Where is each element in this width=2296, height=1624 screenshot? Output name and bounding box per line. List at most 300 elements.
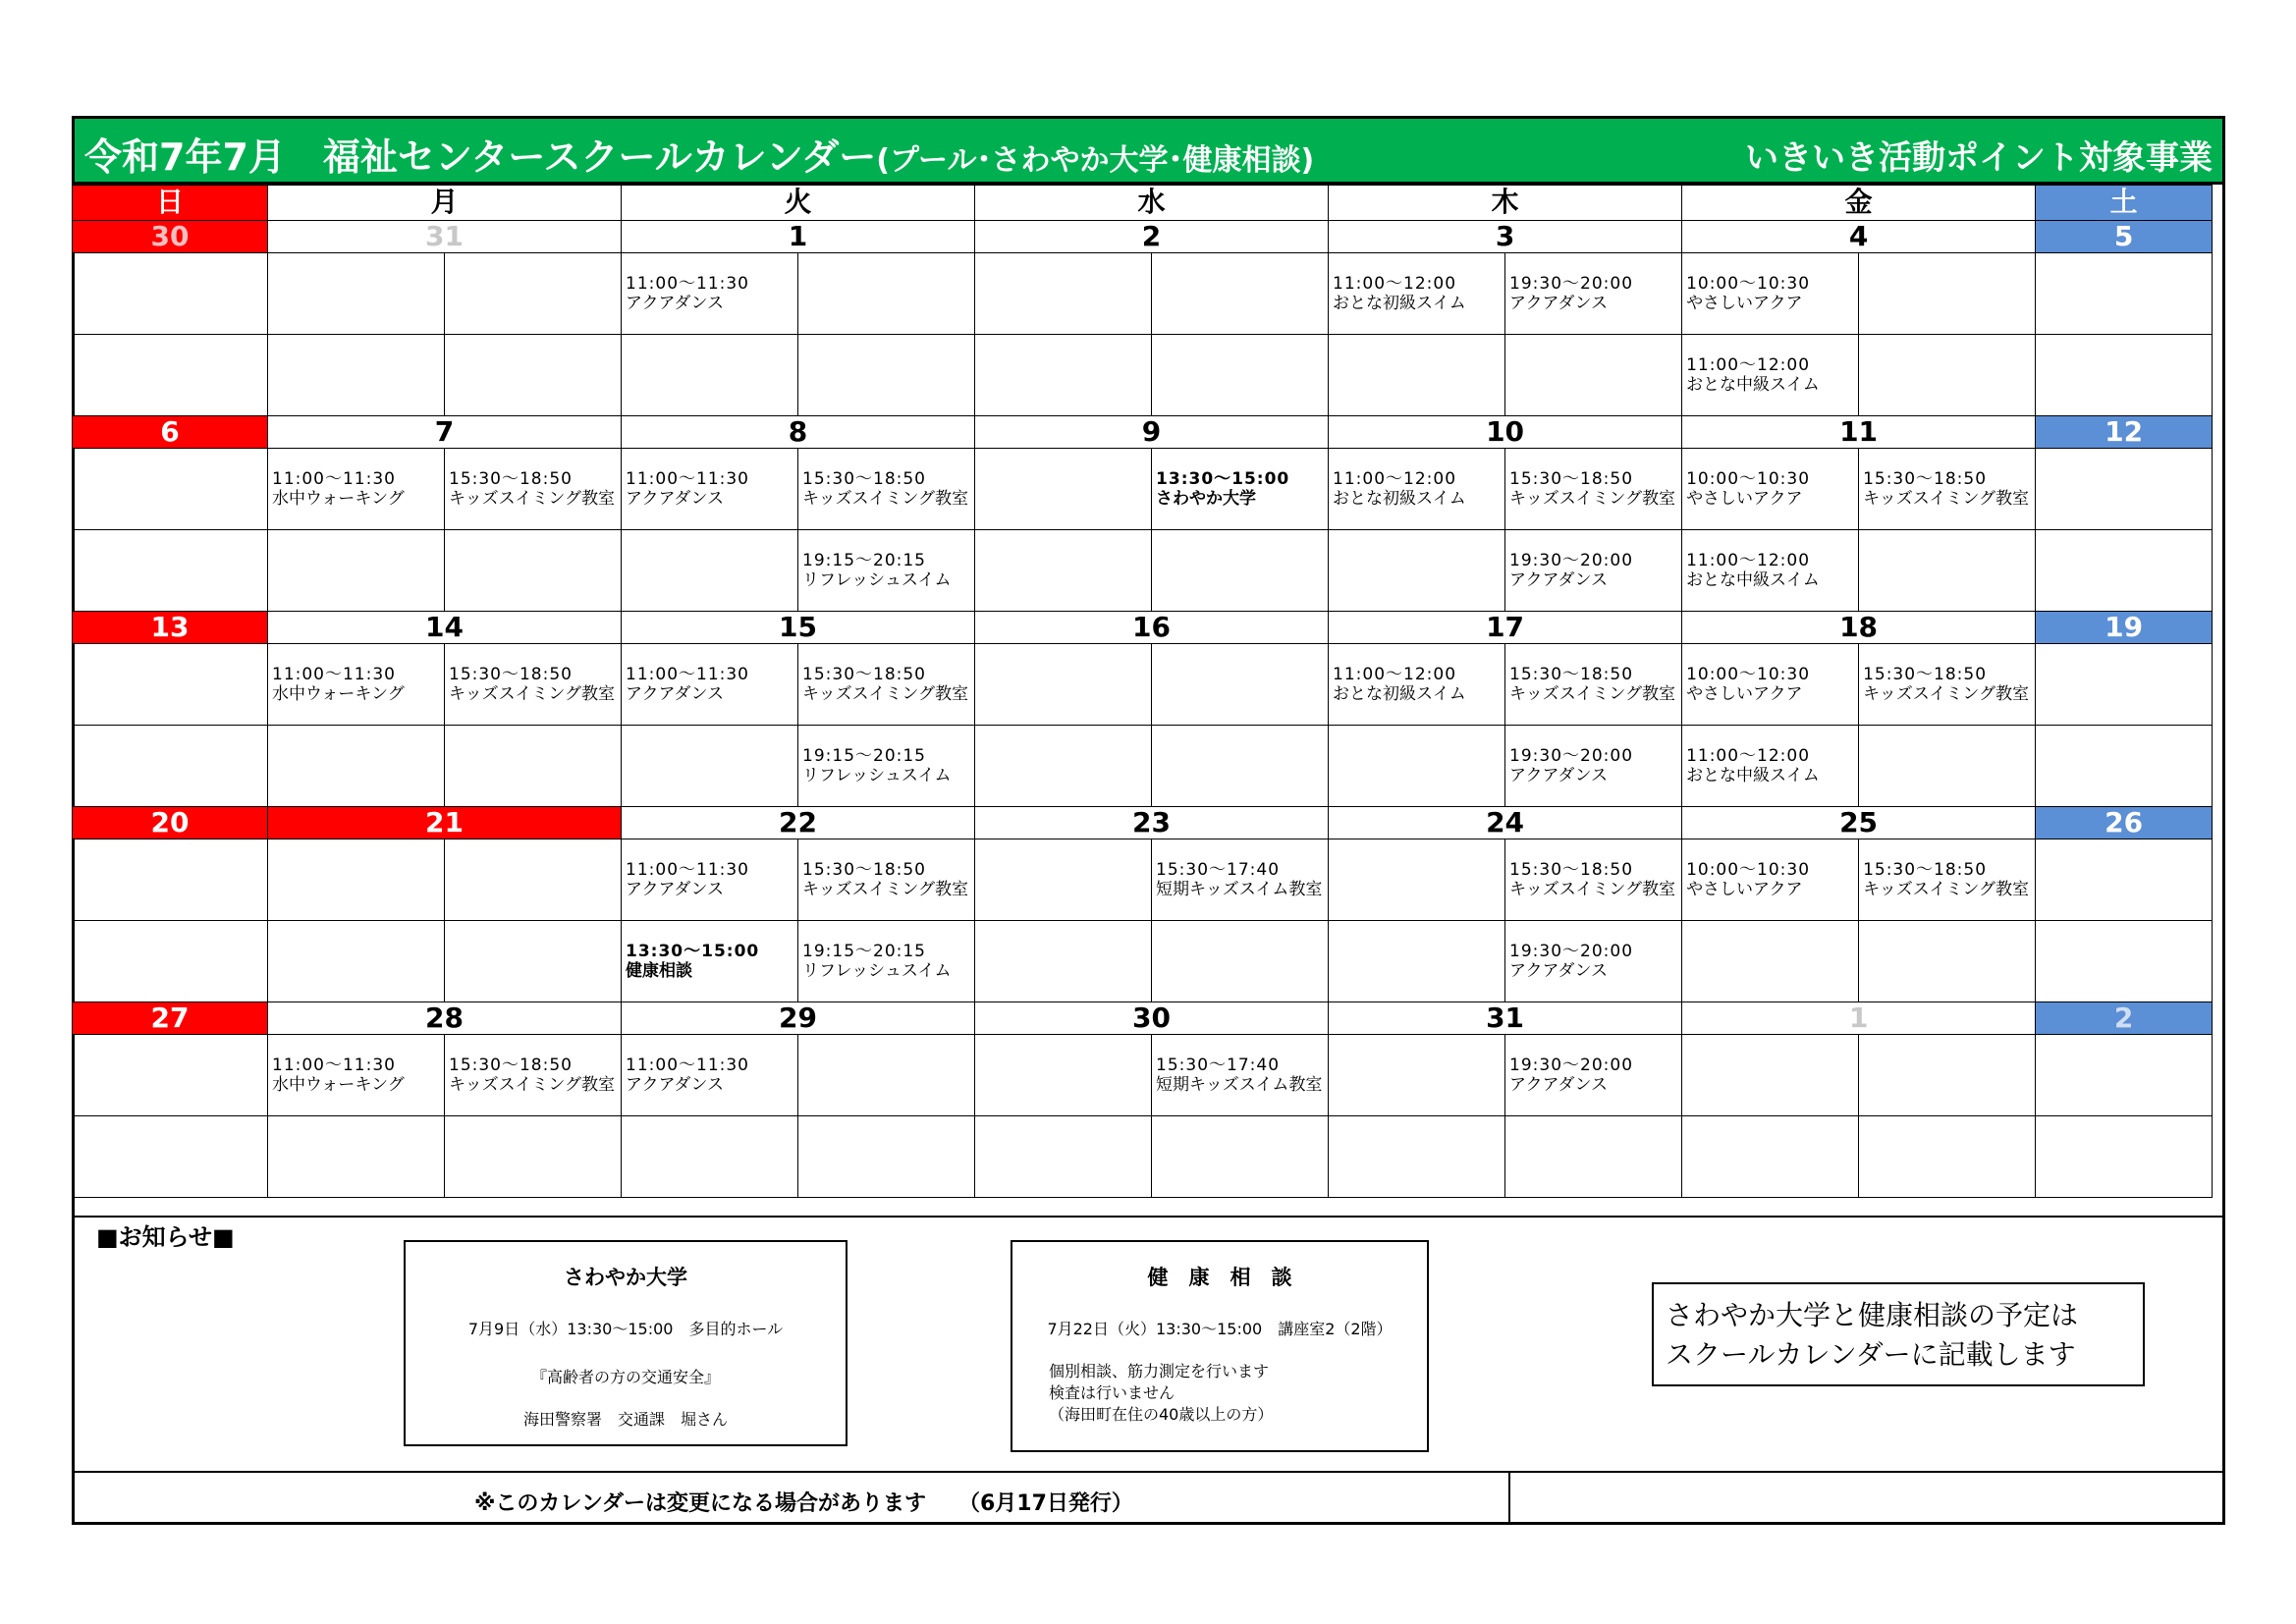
slot-cell bbox=[622, 449, 798, 530]
slot-row bbox=[73, 921, 2296, 1002]
notice-line: さわやか大学と健康相談の予定は bbox=[1666, 1299, 2079, 1331]
weekday-fri: 金 bbox=[1682, 186, 2036, 221]
class-entry bbox=[272, 1056, 444, 1095]
slot-cell bbox=[1859, 253, 2036, 335]
slot-cell bbox=[1152, 839, 1329, 921]
notice-line: （海田町在住の40歳以上の方） bbox=[1049, 1405, 1274, 1424]
class-time: 11:00～11:30 bbox=[272, 1056, 396, 1075]
slot-cell bbox=[73, 253, 268, 335]
footer-divider bbox=[1508, 1473, 1510, 1525]
weekday-sun: 日 bbox=[73, 186, 268, 221]
class-name: 水中ウォーキング bbox=[272, 489, 405, 509]
class-entry bbox=[1863, 665, 2035, 704]
slot-cell bbox=[1152, 530, 1329, 612]
class-entry bbox=[626, 665, 797, 704]
class-entry bbox=[626, 860, 797, 899]
slot-cell bbox=[1329, 530, 1505, 612]
class-name: キッズスイミング教室 bbox=[449, 1075, 615, 1095]
slot-cell bbox=[975, 839, 1152, 921]
class-time: 11:00～12:00 bbox=[1333, 469, 1457, 489]
weekday-thu: 木 bbox=[1329, 186, 1682, 221]
class-time: 11:00～11:30 bbox=[626, 469, 749, 489]
slot-cell bbox=[1682, 253, 1859, 335]
class-time: 15:30～18:50 bbox=[802, 665, 926, 684]
slot-row bbox=[73, 253, 2296, 335]
date-cell: 31 bbox=[1329, 1002, 1682, 1035]
slot-cell bbox=[73, 335, 268, 416]
date-cell: 29 bbox=[622, 1002, 975, 1035]
class-entry bbox=[1686, 469, 1858, 509]
date-cell: 1 bbox=[1682, 1002, 2036, 1035]
class-name: アクアダンス bbox=[1509, 961, 1609, 981]
notice-line: スクールカレンダーに記載します bbox=[1666, 1338, 2076, 1371]
date-cell: 31 bbox=[268, 221, 622, 253]
slot-cell bbox=[1859, 335, 2036, 416]
notice-line: 7月9日（水）13:30～15:00 多目的ホール bbox=[467, 1320, 784, 1338]
slot-cell bbox=[798, 1116, 975, 1198]
class-entry bbox=[1333, 469, 1504, 509]
date-cell: 20 bbox=[73, 807, 268, 839]
class-name: 短期キッズスイム教室 bbox=[1156, 1075, 1323, 1095]
date-row bbox=[73, 221, 2296, 253]
class-entry bbox=[802, 665, 974, 704]
slot-cell bbox=[445, 530, 622, 612]
slot-cell bbox=[2036, 921, 2213, 1002]
class-entry bbox=[1686, 551, 1858, 590]
class-entry bbox=[802, 551, 974, 590]
slot-cell bbox=[1682, 839, 1859, 921]
notice-title: さわやか大学 bbox=[564, 1266, 687, 1289]
slot-cell bbox=[798, 530, 975, 612]
class-entry bbox=[1509, 469, 1681, 509]
class-name: さわやか大学 bbox=[1156, 489, 1257, 509]
class-time: 11:00～11:30 bbox=[626, 860, 749, 880]
class-time: 15:30～18:50 bbox=[449, 469, 573, 489]
class-name: キッズスイミング教室 bbox=[1509, 489, 1676, 509]
slot-cell bbox=[268, 644, 445, 726]
notice-line: 『高齢者の方の交通安全』 bbox=[530, 1368, 720, 1386]
class-name: やさしいアクア bbox=[1686, 294, 1803, 313]
class-time: 15:30～18:50 bbox=[802, 469, 926, 489]
class-name: 短期キッズスイム教室 bbox=[1156, 880, 1323, 899]
date-cell: 5 bbox=[2036, 221, 2213, 253]
slot-cell bbox=[622, 335, 798, 416]
slot-cell bbox=[1505, 530, 1682, 612]
class-name: やさしいアクア bbox=[1686, 489, 1803, 509]
class-entry bbox=[1509, 860, 1681, 899]
class-name: アクアダンス bbox=[1509, 294, 1609, 313]
slot-cell bbox=[1329, 253, 1505, 335]
slot-cell bbox=[445, 726, 622, 807]
slot-cell bbox=[975, 335, 1152, 416]
class-time: 19:15～20:15 bbox=[802, 746, 926, 766]
date-cell: 26 bbox=[2036, 807, 2213, 839]
class-time: 11:00～12:00 bbox=[1333, 274, 1457, 294]
date-cell: 24 bbox=[1329, 807, 1682, 839]
slot-cell bbox=[2036, 726, 2213, 807]
slot-cell bbox=[2036, 1116, 2213, 1198]
slot-cell bbox=[1682, 449, 1859, 530]
class-time: 11:00～12:00 bbox=[1686, 746, 1811, 766]
slot-cell bbox=[1152, 726, 1329, 807]
slot-cell bbox=[622, 253, 798, 335]
slot-cell bbox=[445, 1116, 622, 1198]
slot-cell bbox=[798, 921, 975, 1002]
class-name: アクアダンス bbox=[626, 294, 724, 313]
slot-cell bbox=[798, 335, 975, 416]
class-time: 15:30～18:50 bbox=[1863, 469, 1988, 489]
class-time: 10:00～10:30 bbox=[1686, 274, 1811, 294]
class-time: 11:00～11:30 bbox=[626, 665, 749, 684]
class-name: アクアダンス bbox=[626, 684, 724, 704]
date-cell: 2 bbox=[2036, 1002, 2213, 1035]
class-entry bbox=[1686, 860, 1858, 899]
notice-title: 健 康 相 談 bbox=[1147, 1266, 1292, 1289]
class-time: 15:30～18:50 bbox=[1863, 665, 1988, 684]
slot-row bbox=[73, 644, 2296, 726]
slot-cell bbox=[1682, 335, 1859, 416]
date-cell: 19 bbox=[2036, 612, 2213, 644]
class-time: 19:30～20:00 bbox=[1509, 551, 1634, 570]
class-entry bbox=[1863, 860, 2035, 899]
slot-cell bbox=[445, 644, 622, 726]
slot-cell bbox=[1152, 449, 1329, 530]
date-cell: 27 bbox=[73, 1002, 268, 1035]
class-entry bbox=[802, 942, 974, 981]
date-cell: 10 bbox=[1329, 416, 1682, 449]
slot-cell bbox=[2036, 1035, 2213, 1116]
slot-cell bbox=[1682, 921, 1859, 1002]
page-title: 令和7年7月 福祉センタースクールカレンダー bbox=[84, 135, 877, 179]
slot-cell bbox=[1682, 1035, 1859, 1116]
class-entry bbox=[449, 665, 621, 704]
slot-cell bbox=[1329, 1116, 1505, 1198]
class-name: アクアダンス bbox=[1509, 570, 1609, 590]
class-name: リフレッシュスイム bbox=[802, 570, 952, 590]
slot-cell bbox=[975, 1035, 1152, 1116]
class-name: キッズスイミング教室 bbox=[1863, 489, 2030, 509]
slot-cell bbox=[1329, 726, 1505, 807]
slot-cell bbox=[73, 644, 268, 726]
date-cell: 4 bbox=[1682, 221, 2036, 253]
class-name: アクアダンス bbox=[626, 489, 724, 509]
date-cell: 23 bbox=[975, 807, 1329, 839]
date-cell: 6 bbox=[73, 416, 268, 449]
notice-line: 検査は行いません bbox=[1049, 1383, 1175, 1402]
slot-cell bbox=[1505, 644, 1682, 726]
class-name: おとな中級スイム bbox=[1686, 766, 1820, 785]
slot-cell bbox=[1682, 530, 1859, 612]
date-cell: 2 bbox=[975, 221, 1329, 253]
slot-cell bbox=[1329, 1035, 1505, 1116]
slot-cell bbox=[975, 530, 1152, 612]
date-cell: 16 bbox=[975, 612, 1329, 644]
slot-cell bbox=[1329, 335, 1505, 416]
class-name: おとな中級スイム bbox=[1686, 375, 1820, 395]
slot-cell bbox=[1859, 1035, 2036, 1116]
date-cell: 22 bbox=[622, 807, 975, 839]
footer-note: ※このカレンダーは変更になる場合があります （6月17日発行） bbox=[474, 1491, 1133, 1516]
class-name: キッズスイミング教室 bbox=[449, 489, 615, 509]
class-entry bbox=[449, 469, 621, 509]
class-name: アクアダンス bbox=[1509, 1075, 1609, 1095]
class-entry bbox=[1509, 942, 1681, 981]
date-cell: 8 bbox=[622, 416, 975, 449]
slot-cell bbox=[1859, 839, 2036, 921]
weekday-sat: 土 bbox=[2036, 186, 2213, 221]
class-entry bbox=[1686, 746, 1858, 785]
slot-row bbox=[73, 335, 2296, 416]
slot-row bbox=[73, 530, 2296, 612]
class-name: リフレッシュスイム bbox=[802, 961, 952, 981]
title-bar bbox=[72, 116, 2225, 185]
slot-cell bbox=[1505, 726, 1682, 807]
class-time: 15:30～18:50 bbox=[802, 860, 926, 880]
class-time: 11:00～11:30 bbox=[626, 1056, 749, 1075]
notice-health-consultation bbox=[1011, 1240, 1429, 1452]
class-time: 15:30～18:50 bbox=[449, 1056, 573, 1075]
slot-cell bbox=[798, 449, 975, 530]
class-time: 15:30～18:50 bbox=[1509, 860, 1634, 880]
slot-cell bbox=[73, 1116, 268, 1198]
class-entry bbox=[1333, 665, 1504, 704]
slot-cell bbox=[798, 839, 975, 921]
class-name: キッズスイミング教室 bbox=[449, 684, 615, 704]
class-time: 11:00～12:00 bbox=[1333, 665, 1457, 684]
slot-cell bbox=[2036, 253, 2213, 335]
class-time: 19:30～20:00 bbox=[1509, 1056, 1634, 1075]
slot-cell bbox=[1682, 1116, 1859, 1198]
weekday-wed: 水 bbox=[975, 186, 1329, 221]
class-name: 水中ウォーキング bbox=[272, 1075, 405, 1095]
class-entry bbox=[1509, 274, 1681, 313]
slot-cell bbox=[1505, 1116, 1682, 1198]
slot-cell bbox=[1152, 1035, 1329, 1116]
class-entry bbox=[1863, 469, 2035, 509]
slot-cell bbox=[268, 726, 445, 807]
slot-cell bbox=[1682, 726, 1859, 807]
slot-row bbox=[73, 1116, 2296, 1198]
slot-cell bbox=[268, 530, 445, 612]
slot-cell bbox=[1859, 644, 2036, 726]
slot-row bbox=[73, 449, 2296, 530]
class-time: 19:30～20:00 bbox=[1509, 942, 1634, 961]
date-row bbox=[73, 807, 2296, 839]
slot-cell bbox=[1859, 530, 2036, 612]
slot-cell bbox=[1329, 644, 1505, 726]
notice-sawayaka-university bbox=[404, 1240, 847, 1446]
slot-cell bbox=[622, 644, 798, 726]
slot-cell bbox=[1329, 921, 1505, 1002]
notice-line: 7月22日（火）13:30～15:00 講座室2（2階） bbox=[1047, 1320, 1393, 1338]
slot-cell bbox=[1505, 921, 1682, 1002]
slot-cell bbox=[1152, 253, 1329, 335]
class-entry bbox=[449, 1056, 621, 1095]
slot-cell bbox=[622, 839, 798, 921]
slot-cell bbox=[1682, 644, 1859, 726]
slot-cell bbox=[2036, 530, 2213, 612]
class-name: 健康相談 bbox=[626, 961, 693, 981]
class-name: おとな初級スイム bbox=[1333, 294, 1466, 313]
slot-cell bbox=[798, 1035, 975, 1116]
slot-cell bbox=[1505, 253, 1682, 335]
class-name: キッズスイミング教室 bbox=[1863, 684, 2030, 704]
slot-cell bbox=[798, 726, 975, 807]
slot-cell bbox=[1859, 921, 2036, 1002]
notice-line: 個別相談、筋力測定を行います bbox=[1049, 1362, 1270, 1380]
class-entry bbox=[626, 942, 797, 981]
class-name: おとな初級スイム bbox=[1333, 684, 1466, 704]
class-time: 19:15～20:15 bbox=[802, 942, 926, 961]
class-time: 11:00～11:30 bbox=[272, 469, 396, 489]
date-row bbox=[73, 1002, 2296, 1035]
class-time: 15:30～18:50 bbox=[1863, 860, 1988, 880]
date-row bbox=[73, 612, 2296, 644]
class-time: 15:30～17:40 bbox=[1156, 1056, 1281, 1075]
weekday-header-row bbox=[73, 186, 2296, 221]
class-time: 11:00～11:30 bbox=[272, 665, 396, 684]
slot-cell bbox=[1505, 449, 1682, 530]
class-name: キッズスイミング教室 bbox=[802, 489, 968, 509]
slot-cell bbox=[2036, 644, 2213, 726]
class-name: キッズスイミング教室 bbox=[1509, 684, 1676, 704]
class-entry bbox=[1509, 551, 1681, 590]
notice-heading: ■お知らせ■ bbox=[96, 1223, 235, 1251]
slot-cell bbox=[73, 449, 268, 530]
class-name: やさしいアクア bbox=[1686, 880, 1803, 899]
slot-row bbox=[73, 1035, 2296, 1116]
slot-cell bbox=[73, 921, 268, 1002]
date-cell: 30 bbox=[73, 221, 268, 253]
class-time: 19:30～20:00 bbox=[1509, 274, 1634, 294]
slot-cell bbox=[622, 1035, 798, 1116]
class-entry bbox=[1509, 746, 1681, 785]
class-name: キッズスイミング教室 bbox=[802, 684, 968, 704]
date-cell: 18 bbox=[1682, 612, 2036, 644]
date-cell: 15 bbox=[622, 612, 975, 644]
class-entry bbox=[1156, 1056, 1328, 1095]
class-entry bbox=[272, 665, 444, 704]
date-row bbox=[73, 416, 2296, 449]
slot-cell bbox=[622, 726, 798, 807]
weekday-mon: 月 bbox=[268, 186, 622, 221]
class-time: 10:00～10:30 bbox=[1686, 665, 1811, 684]
slot-cell bbox=[2036, 839, 2213, 921]
slot-cell bbox=[445, 921, 622, 1002]
class-entry bbox=[1686, 665, 1858, 704]
class-name: 水中ウォーキング bbox=[272, 684, 405, 704]
class-time: 15:30～17:40 bbox=[1156, 860, 1281, 880]
class-name: リフレッシュスイム bbox=[802, 766, 952, 785]
class-name: キッズスイミング教室 bbox=[802, 880, 968, 899]
slot-cell bbox=[73, 839, 268, 921]
slot-cell bbox=[975, 1116, 1152, 1198]
slot-cell bbox=[268, 253, 445, 335]
date-cell: 21 bbox=[268, 807, 622, 839]
date-cell: 25 bbox=[1682, 807, 2036, 839]
slot-cell bbox=[975, 921, 1152, 1002]
page-subtitle: (プール･さわやか大学･健康相談) bbox=[876, 143, 1315, 178]
class-name: アクアダンス bbox=[1509, 766, 1609, 785]
slot-cell bbox=[622, 530, 798, 612]
slot-cell bbox=[445, 253, 622, 335]
slot-cell bbox=[268, 449, 445, 530]
slot-cell bbox=[798, 253, 975, 335]
slot-cell bbox=[445, 1035, 622, 1116]
class-time: 11:00～12:00 bbox=[1686, 355, 1811, 375]
class-name: アクアダンス bbox=[626, 1075, 724, 1095]
class-name: キッズスイミング教室 bbox=[1863, 880, 2030, 899]
slot-cell bbox=[1152, 335, 1329, 416]
slot-cell bbox=[445, 335, 622, 416]
slot-cell bbox=[1859, 1116, 2036, 1198]
class-entry bbox=[272, 469, 444, 509]
class-entry bbox=[802, 469, 974, 509]
slot-row bbox=[73, 839, 2296, 921]
calendar-table bbox=[72, 185, 2296, 1198]
slot-cell bbox=[268, 335, 445, 416]
slot-cell bbox=[975, 449, 1152, 530]
slot-cell bbox=[1859, 449, 2036, 530]
slot-cell bbox=[73, 1035, 268, 1116]
slot-cell bbox=[268, 1116, 445, 1198]
slot-cell bbox=[622, 921, 798, 1002]
class-time: 10:00～10:30 bbox=[1686, 860, 1811, 880]
section-divider bbox=[72, 1216, 2225, 1218]
slot-cell bbox=[975, 726, 1152, 807]
slot-cell bbox=[2036, 335, 2213, 416]
slot-cell bbox=[73, 726, 268, 807]
date-cell: 30 bbox=[975, 1002, 1329, 1035]
date-cell: 17 bbox=[1329, 612, 1682, 644]
slot-cell bbox=[975, 644, 1152, 726]
class-entry bbox=[1686, 274, 1858, 313]
class-name: アクアダンス bbox=[626, 880, 724, 899]
class-time: 13:30～15:00 bbox=[1156, 469, 1290, 489]
slot-cell bbox=[1329, 839, 1505, 921]
class-entry bbox=[802, 746, 974, 785]
date-cell: 12 bbox=[2036, 416, 2213, 449]
class-time: 15:30～18:50 bbox=[1509, 469, 1634, 489]
slot-cell bbox=[73, 530, 268, 612]
class-time: 13:30～15:00 bbox=[626, 942, 760, 961]
date-cell: 13 bbox=[73, 612, 268, 644]
date-cell: 1 bbox=[622, 221, 975, 253]
slot-cell bbox=[445, 449, 622, 530]
notice-line: 海田警察署 交通課 堀さん bbox=[522, 1410, 728, 1429]
slot-cell bbox=[622, 1116, 798, 1198]
class-time: 15:30～18:50 bbox=[1509, 665, 1634, 684]
slot-cell bbox=[1505, 1035, 1682, 1116]
class-entry bbox=[1156, 860, 1328, 899]
slot-row bbox=[73, 726, 2296, 807]
slot-cell bbox=[2036, 449, 2213, 530]
slot-cell bbox=[1329, 449, 1505, 530]
slot-cell bbox=[798, 644, 975, 726]
date-cell: 7 bbox=[268, 416, 622, 449]
class-time: 11:00～12:00 bbox=[1686, 551, 1811, 570]
class-time: 19:15～20:15 bbox=[802, 551, 926, 570]
slot-cell bbox=[445, 839, 622, 921]
date-cell: 3 bbox=[1329, 221, 1682, 253]
class-entry bbox=[1156, 469, 1328, 509]
class-name: やさしいアクア bbox=[1686, 684, 1803, 704]
class-entry bbox=[626, 274, 797, 313]
slot-cell bbox=[975, 253, 1152, 335]
class-name: キッズスイミング教室 bbox=[1509, 880, 1676, 899]
notice-schedule-info bbox=[1652, 1282, 2145, 1386]
class-time: 10:00～10:30 bbox=[1686, 469, 1811, 489]
